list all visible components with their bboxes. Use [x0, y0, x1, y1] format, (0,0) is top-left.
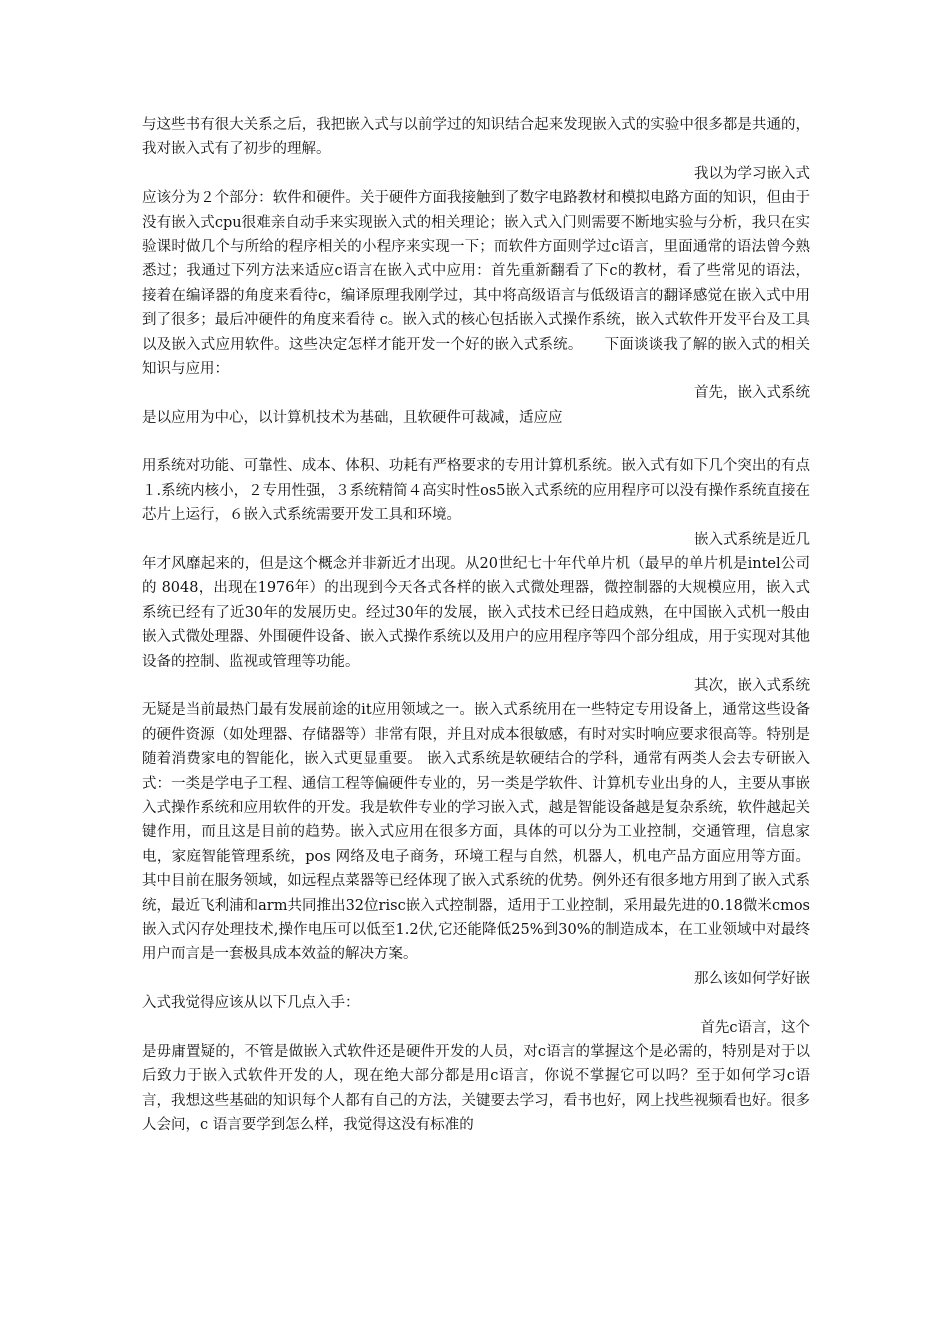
paragraph-definition-start: 是以应用为中心，以计算机技术为基础，且软硬件可裁减，适应应 [142, 409, 563, 426]
paragraph-gap [142, 430, 810, 454]
paragraph-lead-study: 我以为学习嵌入式 [694, 165, 810, 182]
paragraph-howto: 入式我觉得应该从以下几点入手： [142, 995, 360, 1012]
paragraph-lead-c-language: 首先c语言，这个 [700, 1019, 810, 1036]
paragraph-intro: 与这些书有很大关系之后，我把嵌入式与以前学过的知识结合起来发现嵌入式的实验中很多都是共通的，我对嵌入式有了初步的理解。 [142, 117, 810, 158]
paragraph-lead-howto: 那么该如何学好嵌 [694, 970, 810, 987]
paragraph-software-hardware: 应该分为２个部分：软件和硬件。关于硬件方面我接触到了数字电路教材和模拟电路方面的知识，但由于没有嵌入式cpu很难亲自动手来实现嵌入式的相关理论；嵌入式入门则需要不断地实验与分析，我只在实验课时做几个与所给的程序相关的小程序来实现一下；而软件方面则学过c语言，里面通常的语法曾今熟悉过；我通过下列方法来适应c语言在嵌入式中应用：首先重新翻看了下c的教材，看了些常见的语法，接着在编译器的角度来看待c，编译原理我刚学过，其中将高级语言与低级语言的翻译感觉在嵌入式中用到了很多；最后冲硬件的角度来看待 c。嵌入式的核心包括嵌入式操作系统，嵌入式软件开发平台及工具以及嵌入式应用软件。这些决定怎样才能开发一个好的嵌入式系统。 下面谈谈我了解的嵌入式的相关知识与应用： [142, 190, 810, 378]
paragraph-lead-first: 首先，嵌入式系统 [694, 385, 810, 402]
paragraph-applications: 无疑是当前最热门最有发展前途的it应用领域之一。嵌入式系统用在一些特定专用设备上，通常这些设备的硬件资源（如处理器、存储器等）非常有限，并且对成本很敏感，有时对实时响应要求很高等。特别是随着消费家电的智能化，嵌入式更显重要。 嵌入式系统是软硬结合的学科，通常有两类人会去专研嵌入式：一类是学电子工程、通信工程等偏硬件专业的，另一类是学软件、计算机专业出身的人，主要从事嵌入式操作系统和应用软件的开发。我是软件专业的学习嵌入式，越是智能设备越是复杂系统，软件越起关键作用，而且这是目前的趋势。嵌入式应用在很多方面，具体的可以分为工业控制，交通管理，信息家电，家庭智能管理系统，pos 网络及电子商务，环境工程与自然，机器人，机电产品方面应用等方面。其中目前在服务领域，如远程点菜器等已经体现了嵌入式系统的优势。例外还有很多地方用到了嵌入式系统，最近飞利浦和arm共同推出32位risc嵌入式控制器，适用于工业控制，采用最先进的0.18微米cmos嵌入式闪存处理技术,操作电压可以低至1.2伏,它还能降低25%到30%的制造成本，在工业领域中对最终用户而言是一套极具成本效益的解决方案。 [142, 702, 810, 963]
paragraph-history: 年才风靡起来的，但是这个概念并非新近才出现。从20世纪七十年代单片机（最早的单片机是intel公司的 8048，出现在1976年）的出现到今天各式各样的嵌入式微处理器，微控制器的大规模应用，嵌入式系统已经有了近30年的发展历史。经过30年的发展，嵌入式技术已经日趋成熟，在中国嵌入式机一般由嵌入式微处理器、外围硬件设备、嵌入式操作系统以及用户的应用程序等四个部分组成，用于实现对其他设备的控制、监视或管理等功能。 [142, 555, 810, 670]
document-body [142, 113, 810, 1138]
paragraph-lead-second: 其次，嵌入式系统 [694, 677, 810, 694]
paragraph-c-language: 是毋庸置疑的，不管是做嵌入式软件还是硬件开发的人员，对c语言的掌握这个是必需的，特别是对于以后致力于嵌入式软件开发的人，现在绝大部分都是用c语言，你说不掌握它可以吗？至于如何学习c语言，我想这些基础的知识每个人都有自己的方法，关键要去学习，看书也好，网上找些视频看也好。很多人会问，c 语言要学到怎么样，我觉得这没有标准的 [142, 1044, 810, 1134]
paragraph-lead-history: 嵌入式系统是近几 [694, 531, 810, 548]
paragraph-definition-cont: 用系统对功能、可靠性、成本、体积、功耗有严格要求的专用计算机系统。嵌入式有如下几个突出的有点１.系统内核小，２专用性强，３系统精简４高实时性os5嵌入式系统的应用程序可以没有操作系统直接在芯片上运行，６嵌入式系统需要开发工具和环境。 [142, 458, 811, 524]
